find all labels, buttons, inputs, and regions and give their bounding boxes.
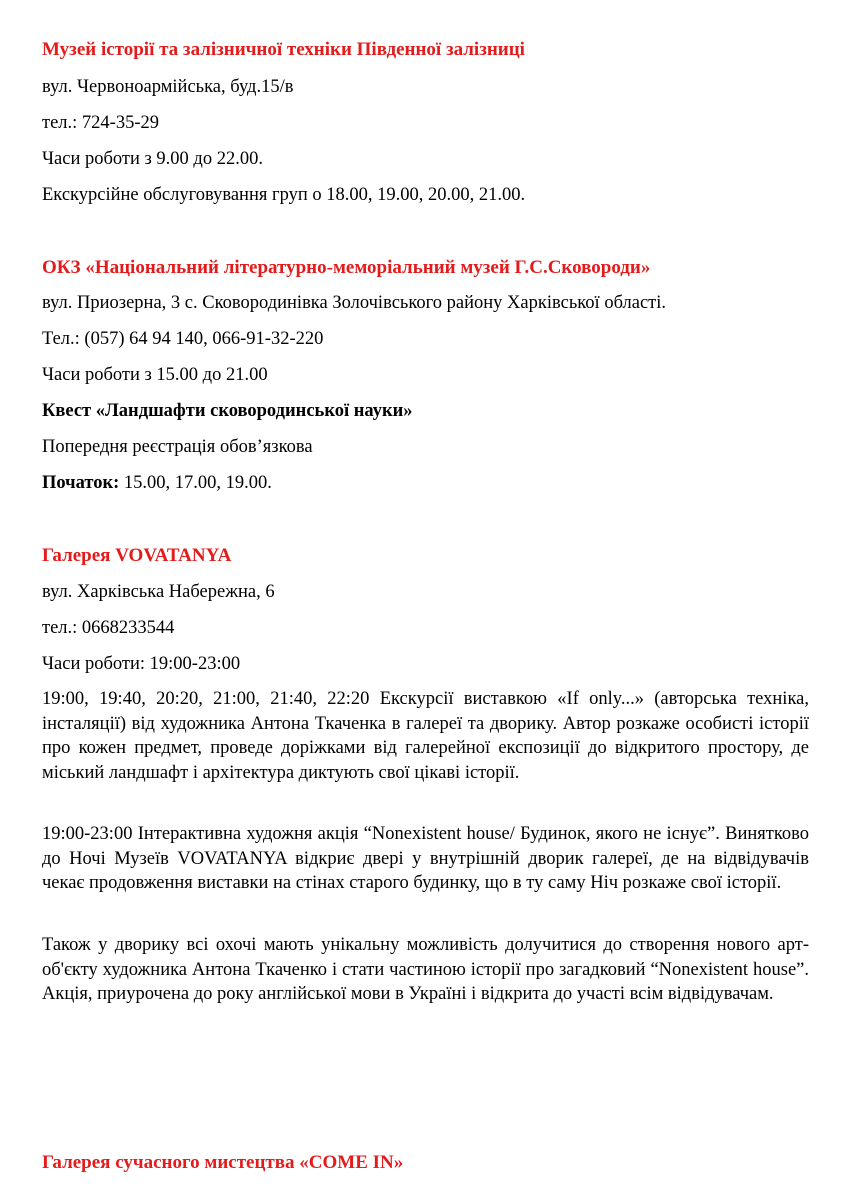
vovatanya-paragraph-action: 19:00-23:00 Інтерактивна художня акція “Nonexistent house/ Будинок, якого не існує”. Винятково до Ночі Музеїв VOVATANYA відкриє двері у внутрішній дворик галереї, де на відвідувачів чекає продовження виставки на стінах старого будинку, що в ту саму Ніч розкаже свої історії. bbox=[42, 824, 809, 893]
railway-museum-phone: тел.: 724-35-29 bbox=[42, 113, 159, 133]
skovoroda-start-times bbox=[42, 471, 272, 495]
vovatanya-phone: тел.: 0668233544 bbox=[42, 618, 175, 638]
skovoroda-registration-note: Попередня реєстрація обов’язкова bbox=[42, 437, 313, 457]
railway-museum-hours: Часи роботи з 9.00 до 22.00. bbox=[42, 149, 263, 169]
section-title-skovoroda-museum: ОКЗ «Національний літературно-меморіальний музей Г.С.Сковороди» bbox=[42, 257, 651, 278]
vovatanya-paragraph-courtyard: Також у дворику всі охочі мають унікальну можливість долучитися до створення нового арт-об'єкту художника Антона Ткаченко і стати частиною історії про загадковий “Nonexistent house”. Акція, приурочена до року англійської мови в Україні і відкрита до участі всім відвідувачам. bbox=[42, 935, 809, 1004]
vovatanya-paragraph-tours: 19:00, 19:40, 20:20, 21:00, 21:40, 22:20 Екскурсії виставкою «If only...» (авторська техніка, інсталяції) від художника Антона Ткаченка в галереї та дворику. Автор розкаже особисті історії про кожен предмет, проведе доріжками від галерейної експозиції до відкритого простору, де міський ландшафт і архітектура диктують свої цікаві історії. bbox=[42, 689, 809, 783]
railway-museum-tours: Екскурсійне обслуговування груп о 18.00, 19.00, 20.00, 21.00. bbox=[42, 185, 526, 205]
skovoroda-museum-phone: Тел.: (057) 64 94 140, 066-91-32-220 bbox=[42, 329, 324, 349]
vovatanya-address: вул. Харківська Набережна, 6 bbox=[42, 582, 275, 602]
section-title-vovatanya-gallery: Галерея VOVATANYA bbox=[42, 545, 232, 566]
railway-museum-address: вул. Червоноармійська, буд.15/в bbox=[42, 77, 294, 97]
skovoroda-museum-hours: Часи роботи з 15.00 до 21.00 bbox=[42, 365, 268, 385]
skovoroda-quest-title: Квест «Ландшафти сковородинської науки» bbox=[42, 401, 413, 421]
start-times-value: 15.00, 17.00, 19.00. bbox=[119, 473, 272, 493]
section-title-railway-museum: Музей історії та залізничної техніки Південної залізниці bbox=[42, 39, 525, 60]
section-title-come-in-gallery: Галерея сучасного мистецтва «COME IN» bbox=[42, 1152, 404, 1173]
start-label: Початок: bbox=[42, 473, 120, 493]
vovatanya-hours: Часи роботи: 19:00-23:00 bbox=[42, 654, 241, 674]
skovoroda-museum-address: вул. Приозерна, 3 с. Сковородинівка Золочівського району Харківської області. bbox=[42, 293, 667, 313]
